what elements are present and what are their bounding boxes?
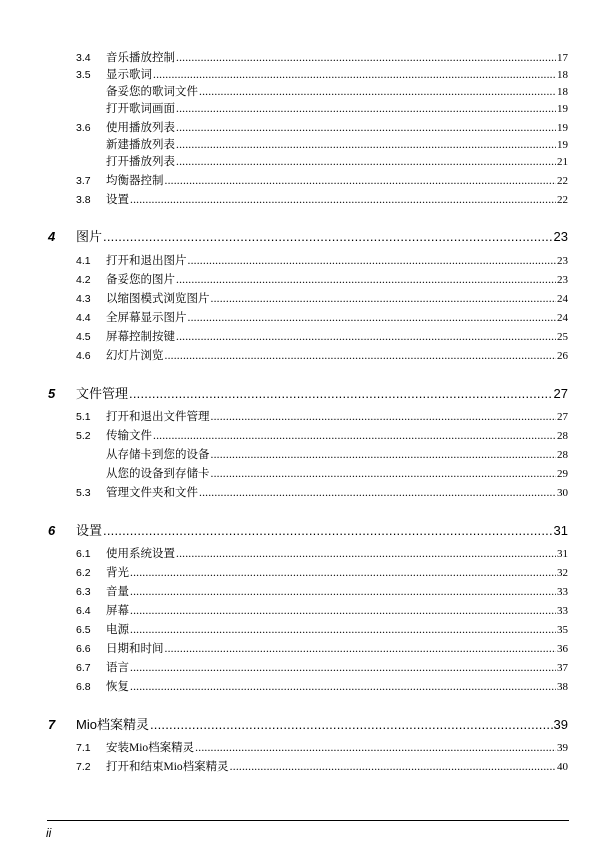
- toc-entry-page: 37: [557, 662, 568, 674]
- toc-section-entry[interactable]: [76, 192, 568, 209]
- toc-dot-leader: [130, 603, 556, 620]
- toc-entry-number: 4.6: [76, 350, 91, 362]
- toc-dot-leader: [176, 101, 556, 118]
- toc-dot-leader: [176, 50, 556, 67]
- toc-dot-leader: [176, 272, 556, 289]
- toc-entry-page: 27: [553, 386, 568, 401]
- toc-dot-leader: [130, 584, 556, 601]
- toc-entry-number: 5.2: [76, 430, 91, 442]
- toc-entry-title: 打开和退出图片: [106, 255, 187, 267]
- toc-entry-number: 7: [48, 717, 56, 732]
- toc-dot-leader: [199, 84, 556, 101]
- toc-dot-leader: [195, 740, 556, 757]
- toc-entry-page: 29: [557, 468, 568, 480]
- toc-entry-number: 3.4: [76, 52, 91, 64]
- toc-entry-number: 3.6: [76, 122, 91, 134]
- toc-entry-page: 27: [557, 411, 568, 423]
- toc-entry-title: 日期和时间: [106, 643, 164, 655]
- toc-entry-page: 18: [557, 86, 568, 98]
- toc-section-entry[interactable]: [106, 101, 568, 118]
- toc-entry-title: 音量: [106, 586, 129, 598]
- toc-dot-leader: [188, 310, 557, 327]
- toc-entry-page: 19: [557, 139, 568, 151]
- toc-entry-title: 显示歌词: [106, 69, 152, 81]
- toc-dot-leader: [230, 759, 556, 776]
- toc-entry-page: 19: [557, 122, 568, 134]
- toc-section-entry[interactable]: [76, 740, 568, 757]
- toc-dot-leader: [130, 622, 556, 639]
- toc-entry-title: 打开和退出文件管理: [106, 411, 210, 423]
- footer-page-number: ii: [46, 826, 52, 840]
- toc-section-entry[interactable]: [76, 641, 568, 658]
- toc-section-entry[interactable]: [76, 50, 568, 67]
- toc-entry-number: 6.8: [76, 681, 91, 693]
- toc-section-entry[interactable]: [76, 584, 568, 601]
- toc-dot-leader: [176, 137, 556, 154]
- toc-entry-page: 33: [557, 605, 568, 617]
- toc-entry-title: 使用系统设置: [106, 548, 175, 560]
- toc-entry-page: 25: [557, 331, 568, 343]
- toc-entry-title: 全屏幕显示图片: [106, 312, 187, 324]
- toc-entry-title: 备妥您的歌词文件: [106, 86, 198, 98]
- toc-entry-page: 19: [557, 103, 568, 115]
- toc-entry-page: 31: [553, 523, 568, 538]
- toc-section-entry[interactable]: [106, 84, 568, 101]
- toc-dot-leader: [153, 428, 556, 445]
- toc-entry-page: 40: [557, 761, 568, 773]
- toc-section-entry[interactable]: [106, 154, 568, 171]
- toc-dot-leader: [176, 329, 556, 346]
- toc-section-entry[interactable]: [76, 565, 568, 582]
- toc-dot-leader: [211, 291, 557, 308]
- toc-entry-title: 幻灯片浏览: [106, 350, 164, 362]
- toc-section-entry[interactable]: [76, 759, 568, 776]
- toc-dot-leader: [130, 192, 556, 209]
- toc-entry-number: 4.4: [76, 312, 91, 324]
- toc-section-entry[interactable]: [76, 329, 568, 346]
- toc-entry-title: 屏幕控制按键: [106, 331, 175, 343]
- toc-entry-page: 30: [557, 487, 568, 499]
- toc-entry-number: 7.2: [76, 761, 91, 773]
- toc-dot-leader: [130, 565, 556, 582]
- toc-entry-title: 设置: [76, 523, 103, 538]
- toc-dot-leader: [188, 253, 557, 270]
- toc-entry-number: 7.1: [76, 742, 91, 754]
- toc-section-entry[interactable]: [76, 428, 568, 445]
- toc-entry-number: 4.2: [76, 274, 91, 286]
- toc-section-entry[interactable]: [76, 173, 568, 190]
- toc-entry-number: 5.3: [76, 487, 91, 499]
- toc-section-entry[interactable]: [106, 137, 568, 154]
- footer-rule: [47, 820, 569, 821]
- toc-entry-page: 21: [557, 156, 568, 168]
- toc-entry-number: 3.8: [76, 194, 91, 206]
- toc-dot-leader: [129, 385, 553, 402]
- toc-entry-title: 打开和结束Mio档案精灵: [106, 761, 229, 773]
- toc-entry-title: 安装Mio档案精灵: [106, 742, 195, 754]
- toc-entry-title: 管理文件夹和文件: [106, 487, 198, 499]
- toc-dot-leader: [150, 716, 553, 733]
- toc-section-entry[interactable]: [76, 679, 568, 696]
- toc-section-entry[interactable]: [76, 348, 568, 365]
- toc-entry-title: 图片: [76, 229, 103, 244]
- toc-section-entry[interactable]: [76, 622, 568, 639]
- toc-entry-title: 备妥您的图片: [106, 274, 175, 286]
- toc-dot-leader: [176, 120, 556, 137]
- toc-entry-page: 24: [557, 312, 568, 324]
- toc-entry-page: 18: [557, 69, 568, 81]
- toc-dot-leader: [153, 67, 556, 84]
- toc-entry-title: 打开歌词画面: [106, 103, 175, 115]
- toc-entry-page: 28: [557, 430, 568, 442]
- toc-entry-number: 5: [48, 386, 56, 401]
- toc-section-entry[interactable]: [76, 120, 568, 137]
- toc-section-entry[interactable]: [76, 660, 568, 677]
- toc-entry-page: 22: [557, 194, 568, 206]
- toc-entry-title: 从存储卡到您的设备: [106, 449, 210, 461]
- toc-section-entry[interactable]: [76, 291, 568, 308]
- toc-entry-title: 屏幕: [106, 605, 129, 617]
- toc-entry-title: 电源: [106, 624, 129, 636]
- toc-entry-number: 6.6: [76, 643, 91, 655]
- toc-dot-leader: [211, 466, 557, 483]
- toc-dot-leader: [211, 409, 557, 426]
- toc-entry-title: 传输文件: [106, 430, 152, 442]
- toc-entry-number: 4.1: [76, 255, 91, 267]
- toc-entry-title: 均衡器控制: [106, 175, 164, 187]
- toc-entry-title: 恢复: [106, 681, 129, 693]
- toc-entry-number: 4.5: [76, 331, 91, 343]
- toc-dot-leader: [130, 679, 556, 696]
- toc-dot-leader: [211, 447, 557, 464]
- toc-section-entry[interactable]: [106, 447, 568, 464]
- toc-section-entry[interactable]: [76, 67, 568, 84]
- toc-entry-page: 33: [557, 586, 568, 598]
- toc-entry-page: 26: [557, 350, 568, 362]
- toc-entry-number: 3.7: [76, 175, 91, 187]
- toc-dot-leader: [130, 660, 556, 677]
- toc-entry-number: 6.3: [76, 586, 91, 598]
- toc-entry-title: 设置: [106, 194, 129, 206]
- toc-entry-page: 39: [553, 717, 568, 732]
- toc-dot-leader: [103, 228, 553, 245]
- toc-entry-page: 24: [557, 293, 568, 305]
- toc-entry-title: 音乐播放控制: [106, 52, 175, 64]
- toc-section-entry[interactable]: [106, 466, 568, 483]
- toc-section-entry[interactable]: [76, 603, 568, 620]
- toc-dot-leader: [176, 154, 556, 171]
- toc-entry-number: 6.1: [76, 548, 91, 560]
- toc-entry-title: 从您的设备到存储卡: [106, 468, 210, 480]
- toc-dot-leader: [165, 173, 557, 190]
- toc-dot-leader: [165, 348, 557, 365]
- toc-entry-page: 38: [557, 681, 568, 693]
- toc-chapter-entry[interactable]: [48, 716, 568, 733]
- toc-entry-title: 语言: [106, 662, 129, 674]
- toc-entry-number: 6.7: [76, 662, 91, 674]
- toc-entry-number: 4: [48, 229, 56, 244]
- toc-entry-page: 17: [557, 52, 568, 64]
- toc-entry-title: Mio档案精灵: [76, 717, 149, 732]
- toc-entry-page: 23: [553, 229, 568, 244]
- toc-section-entry[interactable]: [76, 310, 568, 327]
- toc-entry-page: 23: [557, 274, 568, 286]
- toc-section-entry[interactable]: [76, 546, 568, 563]
- toc-chapter-entry[interactable]: [48, 522, 568, 539]
- toc-dot-leader: [176, 546, 556, 563]
- toc-entry-title: 文件管理: [76, 386, 129, 401]
- toc-chapter-entry[interactable]: [48, 228, 568, 245]
- toc-entry-page: 36: [557, 643, 568, 655]
- toc-entry-page: 31: [557, 548, 568, 560]
- toc-entry-number: 3.5: [76, 69, 91, 81]
- toc-entry-number: 6.5: [76, 624, 91, 636]
- toc-entry-page: 35: [557, 624, 568, 636]
- toc-dot-leader: [103, 522, 553, 539]
- toc-entry-number: 6: [48, 523, 56, 538]
- toc-dot-leader: [199, 485, 556, 502]
- toc-entry-page: 28: [557, 449, 568, 461]
- toc-section-entry[interactable]: [76, 485, 568, 502]
- toc-section-entry[interactable]: [76, 409, 568, 426]
- toc-section-entry[interactable]: [76, 253, 568, 270]
- toc-entry-page: 32: [557, 567, 568, 579]
- toc-entry-page: 23: [557, 255, 568, 267]
- toc-entry-number: 6.2: [76, 567, 91, 579]
- toc-entry-page: 39: [557, 742, 568, 754]
- toc-entry-page: 22: [557, 175, 568, 187]
- toc-chapter-entry[interactable]: [48, 385, 568, 402]
- toc-entry-title: 背光: [106, 567, 129, 579]
- toc-entry-title: 新建播放列表: [106, 139, 175, 151]
- toc-entry-number: 5.1: [76, 411, 91, 423]
- toc-entry-number: 6.4: [76, 605, 91, 617]
- toc-entry-title: 打开播放列表: [106, 156, 175, 168]
- toc-entry-title: 使用播放列表: [106, 122, 175, 134]
- toc-section-entry[interactable]: [76, 272, 568, 289]
- toc-entry-number: 4.3: [76, 293, 91, 305]
- toc-dot-leader: [165, 641, 557, 658]
- toc-entry-title: 以缩图模式浏览图片: [106, 293, 210, 305]
